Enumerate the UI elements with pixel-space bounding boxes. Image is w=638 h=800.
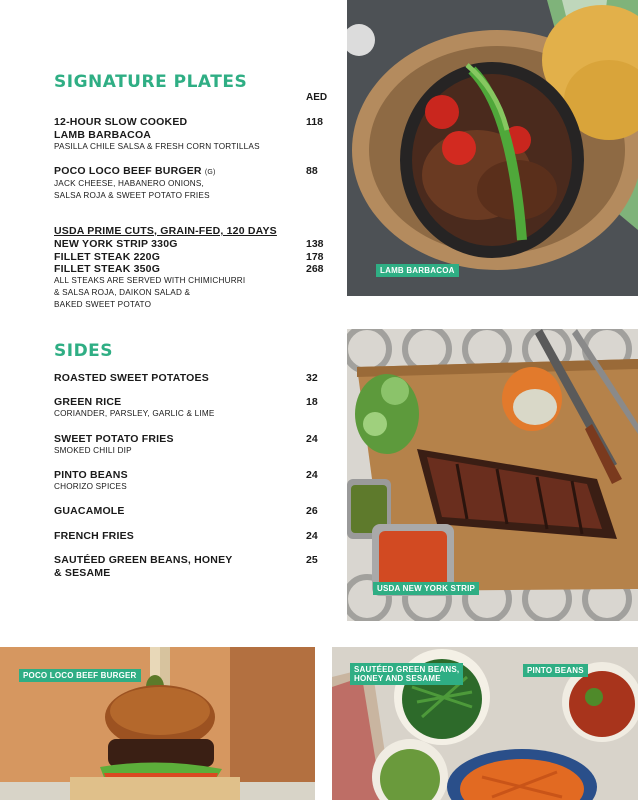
section-title-sides: SIDES <box>54 341 114 361</box>
label-line: SAUTÉED GREEN BEANS, <box>354 665 460 674</box>
item-price: 25 <box>306 554 318 566</box>
item-name-line2: LAMB BARBACOA <box>54 128 152 141</box>
steak-prices <box>306 238 324 276</box>
item-price: 24 <box>306 530 318 542</box>
item-price: 26 <box>306 505 318 517</box>
item-price: 24 <box>306 433 318 445</box>
photo-label-beef-burger: POCO LOCO BEEF BURGER <box>19 669 141 682</box>
menu-item-lamb-barbacoa <box>54 116 294 141</box>
desc-line: ALL STEAKS ARE SERVED WITH CHIMICHURRI <box>54 276 246 285</box>
item-price: 18 <box>306 396 318 408</box>
currency-label: AED <box>306 92 328 103</box>
gluten-note: (G) <box>204 169 216 176</box>
desc-line: BAKED SWEET POTATO <box>54 300 152 309</box>
steak-item: NEW YORK STRIP 330G <box>54 238 178 250</box>
steak-item: FILLET STEAK 220G <box>54 250 161 263</box>
photo-label-new-york-strip: USDA NEW YORK STRIP <box>373 582 479 595</box>
desc-line: & SALSA ROJA, DAIKON SALAD & <box>54 288 191 297</box>
item-description: SMOKED CHILI DIP <box>54 446 132 455</box>
item-name: POCO LOCO BEEF BURGER <box>54 165 202 177</box>
side-item: GREEN RICE <box>54 396 122 408</box>
photo-label-lamb-barbacoa: LAMB BARBACOA <box>376 264 459 277</box>
steaks-header: USDA PRIME CUTS, GRAIN-FED, 120 DAYS <box>54 225 277 237</box>
photo-label-green-beans <box>350 663 463 685</box>
desc-line: JACK CHEESE, HABANERO ONIONS, <box>54 179 205 188</box>
item-description <box>54 178 304 202</box>
item-description: PASILLA CHILE SALSA & FRESH CORN TORTILLAS <box>54 142 260 151</box>
item-price: 24 <box>306 469 318 481</box>
item-price: 178 <box>306 250 324 263</box>
side-item: SWEET POTATO FRIES <box>54 433 174 445</box>
desc-line: SALSA ROJA & SWEET POTATO FRIES <box>54 191 210 200</box>
steak-item: FILLET STEAK 350G <box>54 263 161 275</box>
lamb-barbacoa-image <box>347 0 638 296</box>
section-title-signature-plates: SIGNATURE PLATES <box>54 72 248 92</box>
item-price: 32 <box>306 372 318 384</box>
item-description: CORIANDER, PARSLEY, GARLIC & LIME <box>54 409 215 418</box>
item-price: 138 <box>306 238 324 250</box>
side-item-green-beans <box>54 554 294 579</box>
item-name-line2: & SESAME <box>54 566 111 579</box>
item-price: 118 <box>306 116 323 128</box>
item-description: CHORIZO SPICES <box>54 482 127 491</box>
photo-label-pinto-beans: PINTO BEANS <box>523 664 588 677</box>
steaks-description <box>54 275 314 311</box>
side-item: GUACAMOLE <box>54 505 125 517</box>
new-york-strip-image <box>347 329 638 621</box>
side-item: FRENCH FRIES <box>54 530 134 542</box>
item-price: 88 <box>306 165 318 177</box>
label-line: HONEY AND SESAME <box>354 674 441 683</box>
side-item: ROASTED SWEET POTATOES <box>54 372 209 384</box>
side-item: PINTO BEANS <box>54 469 128 481</box>
item-price: 268 <box>306 263 324 275</box>
photo-lamb-barbacoa <box>347 0 638 296</box>
steak-list <box>54 238 294 276</box>
item-name: SAUTÉED GREEN BEANS, HONEY <box>54 554 233 566</box>
photo-new-york-strip <box>347 329 638 621</box>
item-name: 12-HOUR SLOW COOKED <box>54 116 188 128</box>
